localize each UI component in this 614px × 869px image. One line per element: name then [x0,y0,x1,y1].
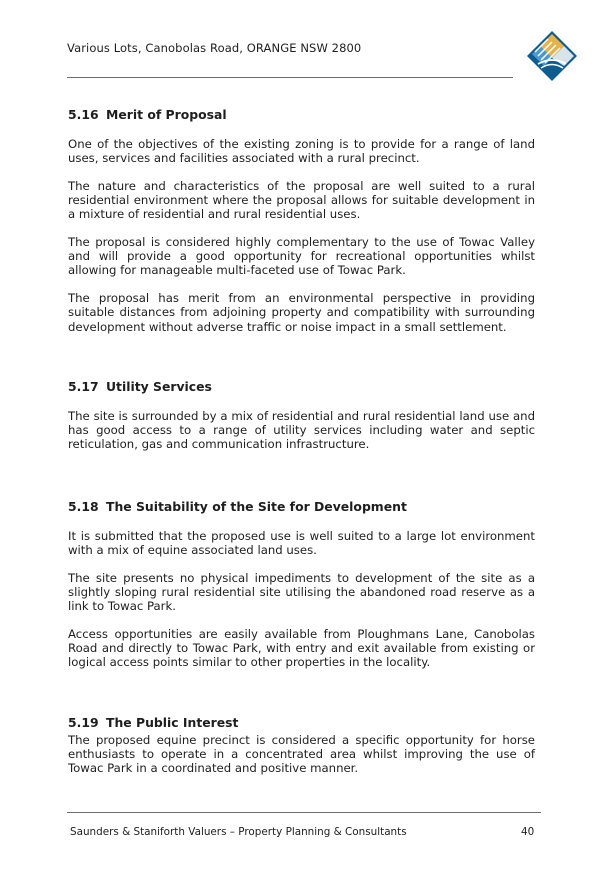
paragraph: The proposal is considered highly complementary to the use of Towac Valley and will provide a good opportunity for recreational opportunities whilst allowing for manageable multi-faceted use of Towac Park. [68,235,535,278]
section-heading [68,499,535,515]
section-title: Merit of Proposal [106,107,227,122]
section-merit-of-proposal [68,107,535,347]
diamond-logo-icon [526,30,578,82]
section-title: Utility Services [106,379,212,394]
section-number: 5.18 [68,499,99,514]
section-title: The Suitability of the Site for Development [106,499,407,514]
section-number: 5.19 [68,715,99,730]
section-heading [68,379,535,395]
section-number: 5.17 [68,379,99,394]
paragraph: The site presents no physical impediments to development of the site as a slightly sloping rural residential site utilising the abandoned road reserve as a link to Towac Park. [68,570,535,614]
section-heading [68,715,535,731]
paragraph: The site is surrounded by a mix of residential and rural residential land use and has good access to a range of utility services including water and septic reticulation, gas and communication infrastructure. [68,409,535,452]
section-number: 5.16 [68,107,99,122]
header-divider [67,77,513,78]
paragraph: It is submitted that the proposed use is well suited to a large lot environment with a mix of equine associated land uses. [68,529,535,558]
paragraph: One of the objectives of the existing zoning is to provide for a range of land uses, services and facilities associated with a rural precinct. [68,137,535,166]
paragraph: Access opportunities are easily available from Ploughmans Lane, Canobolas Road and directly to Towac Park, with entry and exit available from existing or logical access points similar to other properties in the locality. [68,627,535,670]
footer-divider [67,812,541,813]
footer-company: Saunders & Staniforth Valuers – Property Planning & Consultants [70,826,407,838]
section-public-interest [68,715,535,789]
paragraph: The proposed equine precinct is considered a specific opportunity for horse enthusiasts to operate in a concentrated area whilst improving the use of Towac Park in a coordinated and positive manner. [68,733,535,776]
section-title: The Public Interest [106,715,239,730]
document-header-address: Various Lots, Canobolas Road, ORANGE NSW 2800 [67,41,362,55]
paragraph: The proposal has merit from an environmental perspective in providing suitable distances from adjoining property and compatibility with surrounding development without adverse traffic or noise impact in a small settlement. [68,291,535,334]
page-number: 40 [521,826,535,838]
section-utility-services [68,379,535,465]
section-heading [68,107,535,123]
paragraph: The nature and characteristics of the proposal are well suited to a rural residential environment where the proposal allows for suitable development in a mixture of residential and rural residential uses. [68,178,535,222]
section-site-suitability [68,499,535,683]
